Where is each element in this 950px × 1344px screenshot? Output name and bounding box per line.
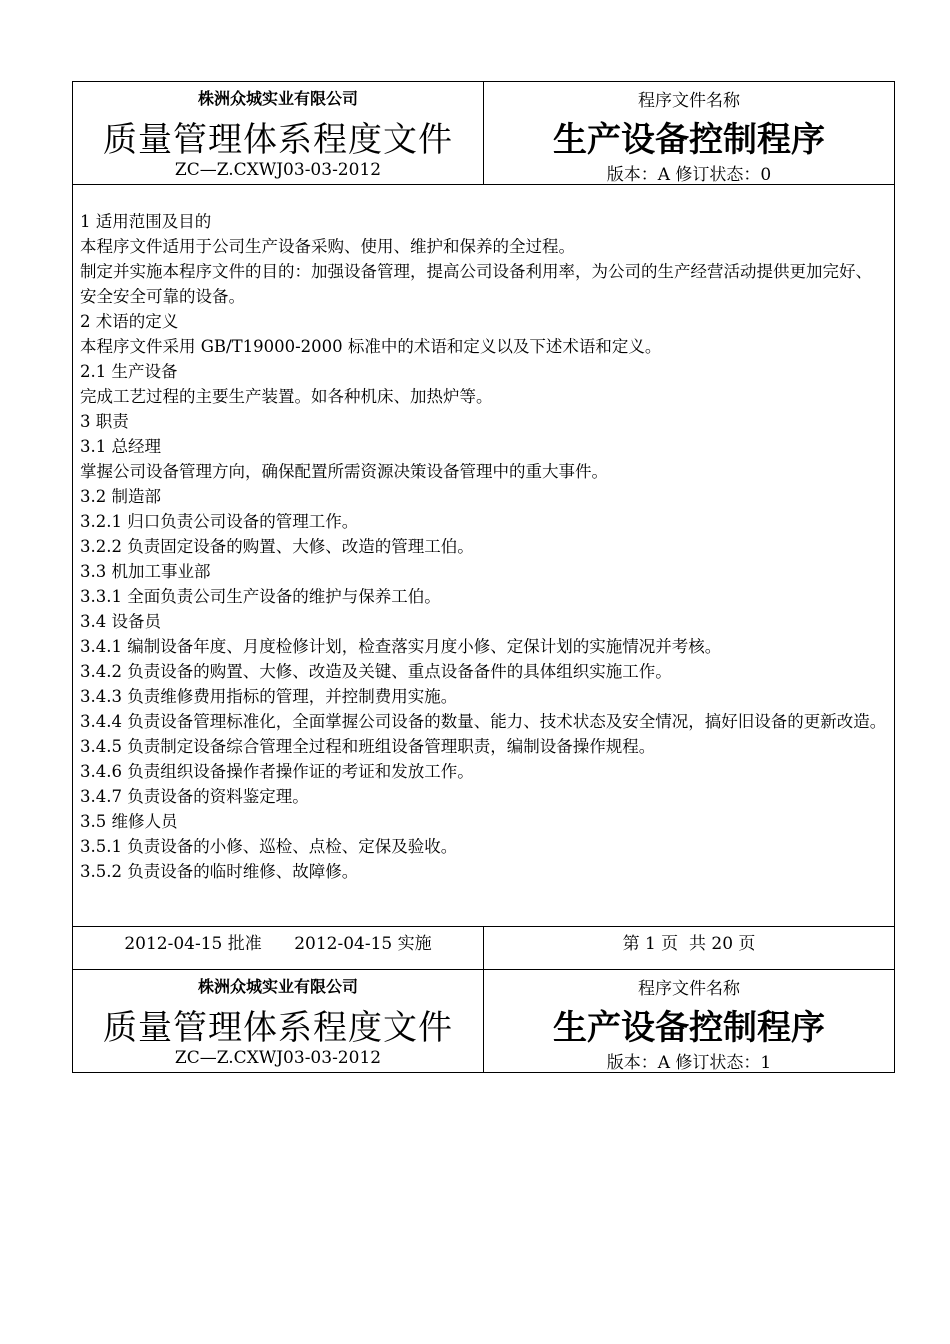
content-line: 3.2 制造部 bbox=[80, 487, 161, 506]
program-cell bbox=[484, 82, 895, 185]
approval-dates: 2012-04-15 批准 2012-04-15 实施 bbox=[124, 934, 432, 954]
document-page bbox=[72, 81, 894, 1073]
content-line: 3.4.1 编制设备年度、月度检修计划，检查落实月度小修、定保计划的实施情况并考核。 bbox=[80, 637, 722, 656]
footer-row bbox=[73, 927, 895, 970]
content-line: 3.4.3 负责维修费用指标的管理，并控制费用实施。 bbox=[80, 687, 458, 706]
document-code: ZC—Z.CXWJ03-03-2012 bbox=[174, 1048, 382, 1068]
content-line: 3.4.4 负责设备管理标准化，全面掌握公司设备的数量、能力、技术状态及安全情况，搞好旧设备的更新改造。 bbox=[80, 712, 887, 731]
page-info-cell bbox=[484, 927, 895, 970]
company-cell bbox=[73, 82, 484, 185]
company-name: 株洲众城实业有限公司 bbox=[197, 977, 358, 996]
content-row bbox=[73, 185, 895, 927]
content-line: 本程序文件适用于公司生产设备采购、使用、维护和保养的全过程。 bbox=[80, 237, 575, 256]
header-row-1 bbox=[73, 82, 895, 185]
content-line: 2 术语的定义 bbox=[80, 312, 179, 331]
content-line: 掌握公司设备管理方向，确保配置所需资源决策设备管理中的重大事件。 bbox=[80, 462, 608, 481]
company-name: 株洲众城实业有限公司 bbox=[197, 89, 358, 108]
content-line: 完成工艺过程的主要生产装置。如各种机床、加热炉等。 bbox=[80, 387, 493, 406]
content-line: 3.4.5 负责制定设备综合管理全过程和班组设备管理职责，编制设备操作规程。 bbox=[80, 737, 656, 756]
content-line: 3.3.1 全面负责公司生产设备的维护与保养工伯。 bbox=[80, 587, 441, 606]
content-line: 2.1 生产设备 bbox=[80, 362, 178, 381]
document-title: 质量管理体系程度文件 bbox=[103, 120, 453, 160]
approval-cell bbox=[73, 927, 484, 970]
content-line: 制定并实施本程序文件的目的：加强设备管理，提高公司设备利用率，为公司的生产经营活动提供更加完好、安全安全可靠的设备。 bbox=[80, 262, 872, 306]
program-name: 生产设备控制程序 bbox=[553, 1008, 825, 1048]
content-line: 本程序文件采用 GB/T19000-2000 标准中的术语和定义以及下述术语和定义。 bbox=[80, 337, 662, 356]
content-line: 3 职责 bbox=[80, 412, 129, 431]
program-cell-2 bbox=[484, 970, 895, 1073]
content-line: 3.4 设备员 bbox=[80, 612, 161, 631]
content-line: 3.4.6 负责组织设备操作者操作证的考证和发放工作。 bbox=[80, 762, 474, 781]
content-cell bbox=[73, 185, 895, 927]
content-line: 3.2.1 归口负责公司设备的管理工作。 bbox=[80, 512, 359, 531]
version-info: 版本：A 修订状态：0 bbox=[606, 165, 772, 185]
content-line: 3.5.1 负责设备的小修、巡检、点检、定保及验收。 bbox=[80, 837, 458, 856]
version-info: 版本：A 修订状态：1 bbox=[606, 1053, 772, 1073]
content-line: 3.2.2 负责固定设备的购置、大修、改造的管理工伯。 bbox=[80, 537, 474, 556]
content-line: 3.4.7 负责设备的资料鉴定理。 bbox=[80, 787, 309, 806]
content-line: 3.5 维修人员 bbox=[80, 812, 178, 831]
document-title: 质量管理体系程度文件 bbox=[103, 1008, 453, 1048]
program-label: 程序文件名称 bbox=[638, 91, 740, 111]
content-line: 3.3 机加工事业部 bbox=[80, 562, 211, 581]
header-row-2 bbox=[73, 970, 895, 1073]
program-name: 生产设备控制程序 bbox=[553, 120, 825, 160]
content-line: 3.5.2 负责设备的临时维修、故障修。 bbox=[80, 862, 359, 881]
document-table bbox=[72, 81, 895, 1073]
content-line: 1 适用范围及目的 bbox=[80, 212, 212, 231]
content-line: 3.4.2 负责设备的购置、大修、改造及关键、重点设备备件的具体组织实施工作。 bbox=[80, 662, 672, 681]
document-code: ZC—Z.CXWJ03-03-2012 bbox=[174, 160, 382, 180]
company-cell-2 bbox=[73, 970, 484, 1073]
content-line: 3.1 总经理 bbox=[80, 437, 161, 456]
page-info: 第 1 页 共 20 页 bbox=[622, 934, 756, 954]
program-label: 程序文件名称 bbox=[638, 979, 740, 999]
